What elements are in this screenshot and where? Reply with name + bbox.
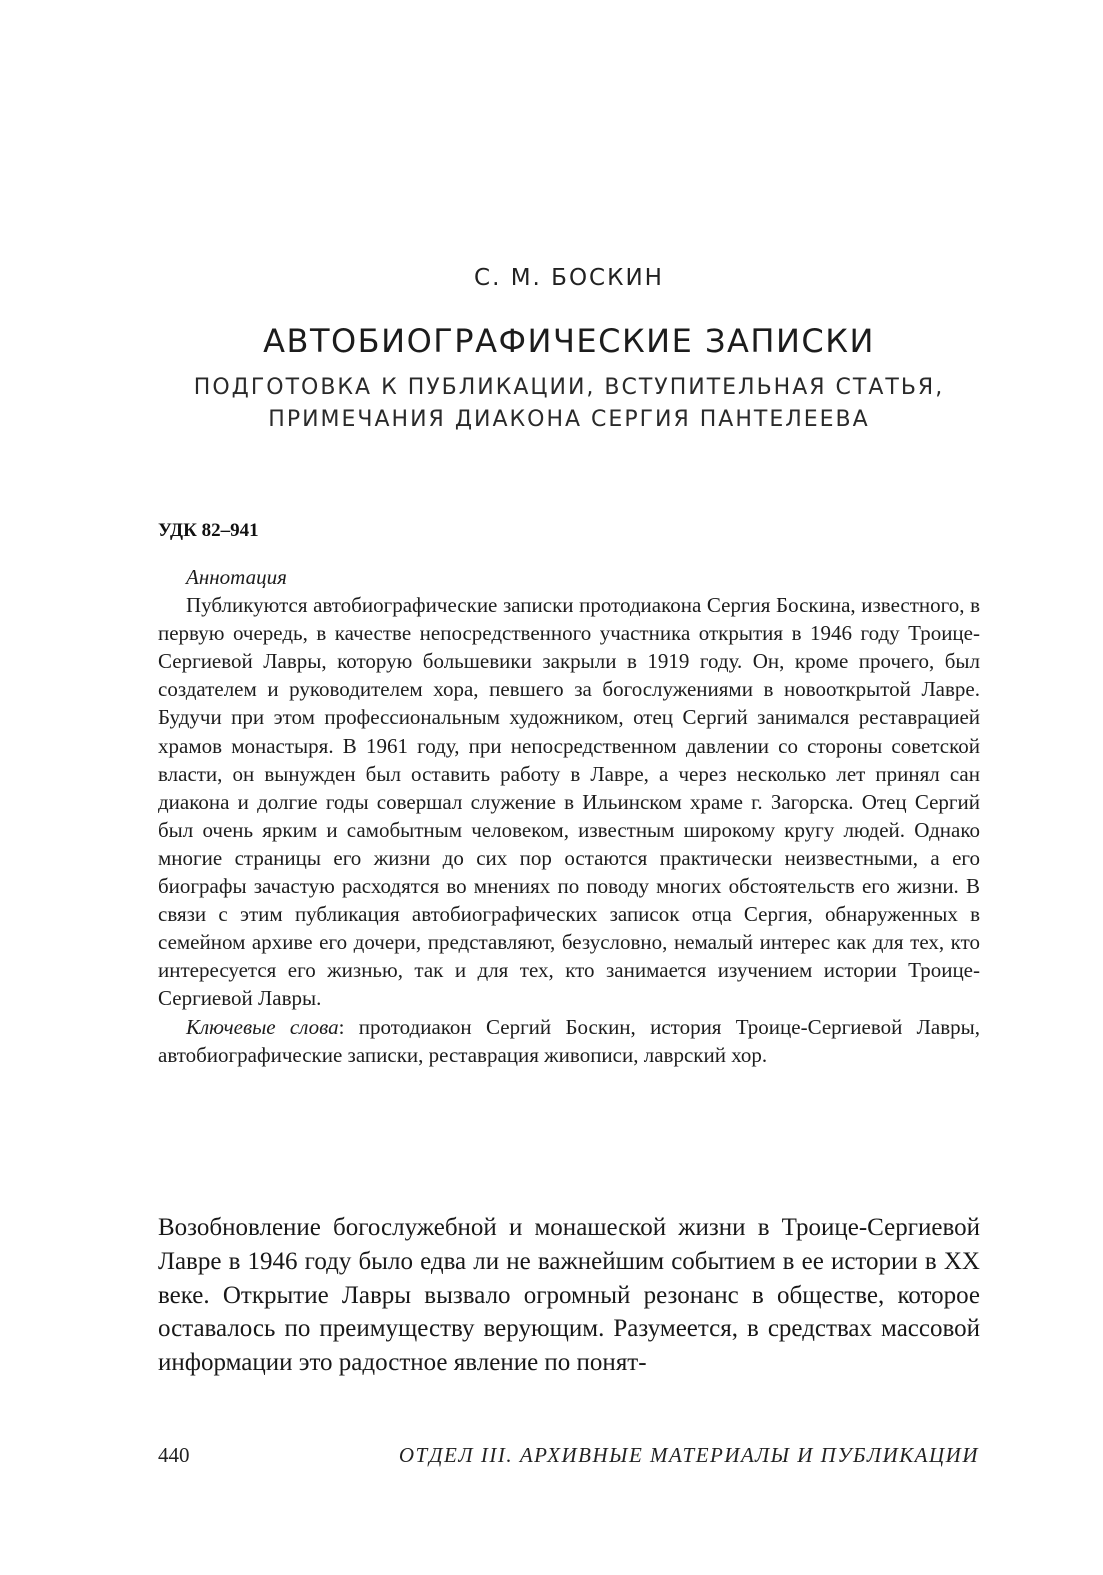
body-paragraph: Возобновление богослужебной и монашеской жизни в Троице-Сергиевой Лавре в 1946 году было едва ли не важнейшим событием в ее истории в XX веке. Открытие Лавры вызвало огромный резонанс в обществе, которое оставалось по преимуществу верующим. Разумеется, в средствах массовой информации это радостное явление по понят-	[158, 1214, 980, 1377]
abstract-block	[158, 563, 980, 1069]
keywords-text: : протодиакон Сергий Боскин, история Троице-Сергиевой Лавры, автобиографические записки, реставрация живописи, лаврский хор.	[158, 1014, 980, 1067]
abstract-text: Публикуются автобиографические записки протодиакона Сергия Боскина, известного, в первую очередь, в качестве непосредственного участника открытия в 1946 году Троице-Сергиевой Лавры, которую большевики закрыли в 1919 году. Он, кроме прочего, был создателем и руководителем хора, певшего за богослужениями в новооткрытой Лавре. Будучи при этом профессиональным художником, отец Сергий занимался реставрацией храмов монастыря. В 1961 году, при непосредственном давлении со стороны советской власти, он вынужден был оставить работу в Лавре, а через несколько лет принял сан диакона и долгие годы совершал служение в Ильинском храме г. Загорска. Отец Сергий был очень ярким и самобытным человеком, известным широкому кругу людей. Однако многие страницы его жизни до сих пор остаются практически неизвестными, а его биографы зачастую расходятся во мнениях по поводу многих обстоятельств его жизни. В связи с этим публикация автобиографических записок отца Сергия, обнаруженных в семейном архиве его дочери, представляют, безусловно, немалый интерес как для тех, кто интересуется его жизнью, так и для тех, кто занимается изучением истории Троице-Сергиевой Лавры.	[158, 593, 980, 1011]
udk-code: УДК 82–941	[158, 520, 259, 541]
abstract-heading: Аннотация	[186, 565, 287, 589]
running-footer-section: ОТДЕЛ III. АРХИВНЫЕ МАТЕРИАЛЫ И ПУБЛИКАЦИИ	[398, 1443, 979, 1467]
keywords	[158, 1013, 980, 1069]
article-subtitle	[0, 372, 1103, 436]
subtitle-line-2: ПРИМЕЧАНИЯ ДИАКОНА СЕРГИЯ ПАНТЕЛЕЕВА	[268, 407, 870, 432]
author-name: С. М. БОСКИН	[474, 265, 664, 291]
article-title: АВТОБИОГРАФИЧЕСКИЕ ЗАПИСКИ	[263, 322, 875, 360]
keywords-label: Ключевые слова	[186, 1014, 339, 1039]
subtitle-line-1: ПОДГОТОВКА К ПУБЛИКАЦИИ, ВСТУПИТЕЛЬНАЯ СТАТЬЯ,	[193, 375, 945, 400]
page-number: 440	[158, 1443, 190, 1467]
